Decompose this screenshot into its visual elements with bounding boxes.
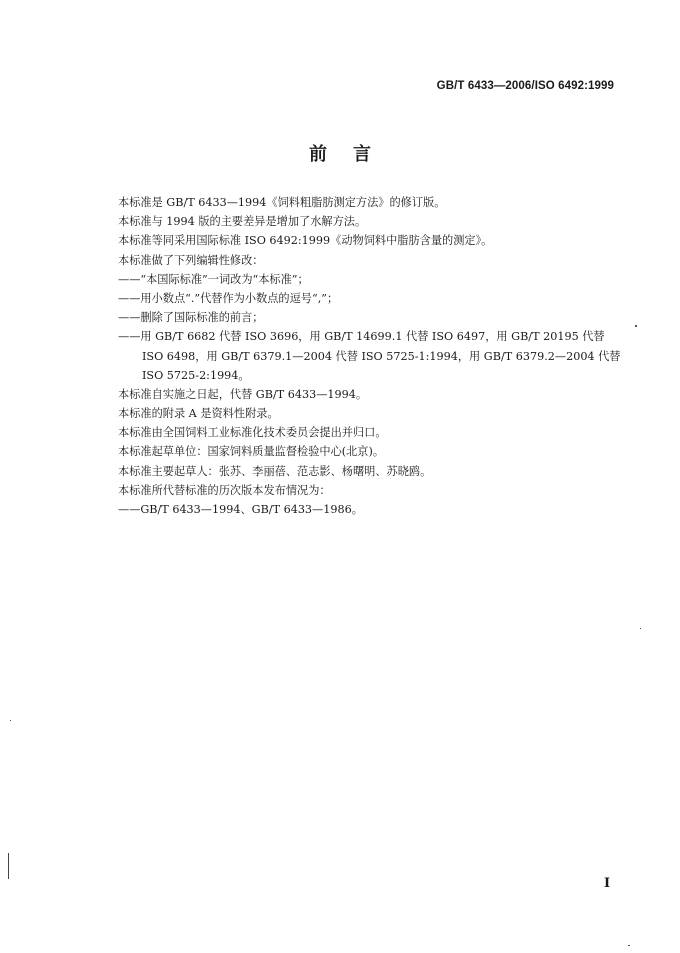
list-item: ——删除了国际标准的前言； <box>118 311 264 325</box>
paragraph-line: 本标准是 GB/T 6433—1994《饲料粗脂肪测定方法》的修订版。 <box>118 196 446 209</box>
list-item: ——用小数点“.”代替作为小数点的逗号“,”； <box>118 291 339 305</box>
list-item-continuation: ISO 6498，用 GB/T 6379.1—2004 代替 ISO 5725-1:1994，用 GB/T 6379.2—2004 代替 <box>142 349 621 363</box>
page-number: I <box>604 876 611 891</box>
paragraph-line: 本标准的附录 A 是资料性附录。 <box>118 407 279 421</box>
list-item-continuation: ISO 5725-2:1994。 <box>142 368 250 382</box>
scan-speck <box>640 628 641 629</box>
scan-speck <box>628 945 630 946</box>
list-item: ——“本国际标准”一词改为“本标准”； <box>118 272 309 286</box>
foreword-body <box>118 193 630 519</box>
paragraph-line: 本标准由全国饲料工业标准化技术委员会提出并归口。 <box>118 426 387 440</box>
paragraph-line: 本标准做了下列编辑性修改： <box>118 253 264 267</box>
list-item: ——GB/T 6433—1994、GB/T 6433—1986。 <box>118 503 363 516</box>
page-title: 前言 <box>309 144 397 165</box>
paragraph-line: 本标准等同采用国际标准 ISO 6492:1999《动物饲料中脂肪含量的测定》。 <box>118 234 493 248</box>
paragraph-line: 本标准主要起草人：张苏、李丽蓓、范志影、杨曙明、苏晓鸥。 <box>118 464 432 478</box>
scan-speck <box>635 325 637 327</box>
scan-speck <box>10 720 11 721</box>
paragraph-line: 本标准自实施之日起，代替 GB/T 6433—1994。 <box>118 387 368 401</box>
paragraph-line: 本标准起草单位：国家饲料质量监督检验中心(北京)。 <box>118 445 385 459</box>
scan-edge-mark <box>8 853 9 879</box>
paragraph-line: 本标准所代替标准的历次版本发布情况为： <box>118 483 331 497</box>
paragraph-line: 本标准与 1994 版的主要差异是增加了水解方法。 <box>118 215 367 229</box>
list-item: ——用 GB/T 6682 代替 ISO 3696，用 GB/T 14699.1 代替 ISO 6497，用 GB/T 20195 代替 <box>118 330 605 344</box>
page-code: GB/T 6433—2006/ISO 6492:1999 <box>436 80 614 92</box>
